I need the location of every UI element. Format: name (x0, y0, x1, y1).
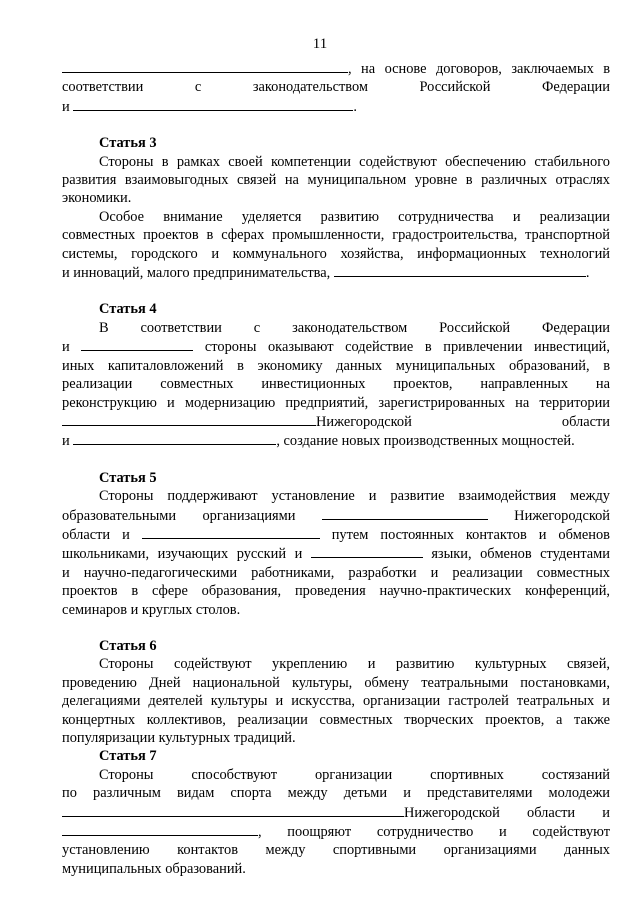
article-3-line: системы, городского и коммунального хозяйства, информационных технологий (62, 245, 610, 262)
article-5-line: школьниками, изучающих русский и языки, обменов студентами (62, 546, 610, 563)
blank-field[interactable] (142, 525, 320, 539)
article-7-line: , поощряют сотрудничество и содействуют (62, 822, 610, 841)
article-3-line: Особое внимание уделяется развитию сотрудничества и реализации (99, 208, 610, 225)
article-7-line: муниципальных образований. (62, 860, 246, 877)
article-5-line: Стороны поддерживают установление и развитие взаимодействия между (99, 488, 610, 505)
blank-field[interactable] (311, 544, 423, 558)
article-4-line: реализации совместных инвестиционных проектов, направленных на (62, 376, 610, 393)
article-5-line: образовательными организациями Нижегородской (62, 507, 610, 524)
blank-field[interactable] (322, 506, 488, 520)
article-4-line: В соответствии с законодательством Российской Федерации (99, 319, 610, 336)
article-4-line: иных капиталовложений в экономику данных муниципальных образований, в (62, 357, 610, 374)
article-5-line: проектов в сфере образования, проведения научно-практических конференций, (62, 583, 610, 600)
article-6-line: популяризации культурных традиций. (62, 730, 296, 746)
blank-field[interactable] (73, 97, 353, 111)
blank-field[interactable] (334, 263, 586, 277)
article-6-line: делегациями деятелей культуры и искусства, организации гастролей театральных и (62, 693, 610, 710)
article-4-line: Нижегородской области (62, 412, 610, 431)
article-3-heading: Статья 3 (99, 135, 157, 152)
article-7-heading: Статья 7 (99, 748, 157, 765)
blank-field[interactable] (62, 822, 258, 836)
article-5-line: семинаров и круглых столов. (62, 601, 241, 618)
blank-field[interactable] (62, 59, 348, 73)
article-7-line: по различным видам спорта между детьми и представителями молодежи (62, 785, 610, 802)
article-3-line-last: и инноваций, малого предпринимательства, . (62, 265, 590, 282)
intro-line-1: , на основе договоров, заключаемых в (62, 59, 610, 78)
article-4-line: и стороны оказывают содействие в привлечении инвестиций, (62, 339, 610, 356)
article-6-line: Стороны содействуют укреплению и развитию культурных связей, (99, 656, 610, 673)
article-6-line: концертных коллективов, реализации совместных творческих проектов, а также (62, 711, 610, 728)
article-6-heading: Статья 6 (99, 637, 157, 654)
document-body (62, 59, 610, 878)
article-3-line: развития взаимовыгодных связей на муниципальном уровне в различных отраслях (62, 172, 610, 189)
article-7-line: установлению контактов между спортивными организациями данных (62, 842, 610, 859)
article-7-line: Стороны способствуют организации спортивных состязаний (99, 766, 610, 783)
article-5-line: области и путем постоянных контактов и обменов (62, 526, 610, 543)
article-6-line: проведению Дней национальной культуры, обмену театральными постановками, (62, 674, 610, 691)
article-3-line: экономики. (62, 190, 132, 207)
blank-field[interactable] (62, 412, 316, 426)
article-4-heading: Статья 4 (99, 301, 157, 318)
intro-line-2: соответствии с законодательством Российской Федерации (62, 79, 610, 96)
page-number: 11 (312, 36, 328, 52)
article-4-line: и , создание новых производственных мощностей. (62, 433, 575, 450)
article-5-heading: Статья 5 (99, 469, 157, 486)
article-3-line: совместных проектов в сферах промышленности, градостроительства, транспортной (62, 227, 610, 244)
article-5-line: и научно-педагогическими работниками, разработки и реализации совместных (62, 564, 610, 581)
article-4-line: реконструкцию и модернизацию предприятий, зарегистрированных на территории (62, 394, 610, 411)
article-3-line: Стороны в рамках своей компетенции содействуют обеспечению стабильного (99, 153, 610, 170)
article-7-line: Нижегородской области и (62, 803, 610, 822)
intro-line-3: и . (62, 98, 357, 115)
blank-field[interactable] (73, 431, 276, 445)
blank-field[interactable] (81, 337, 193, 351)
blank-field[interactable] (62, 803, 404, 817)
